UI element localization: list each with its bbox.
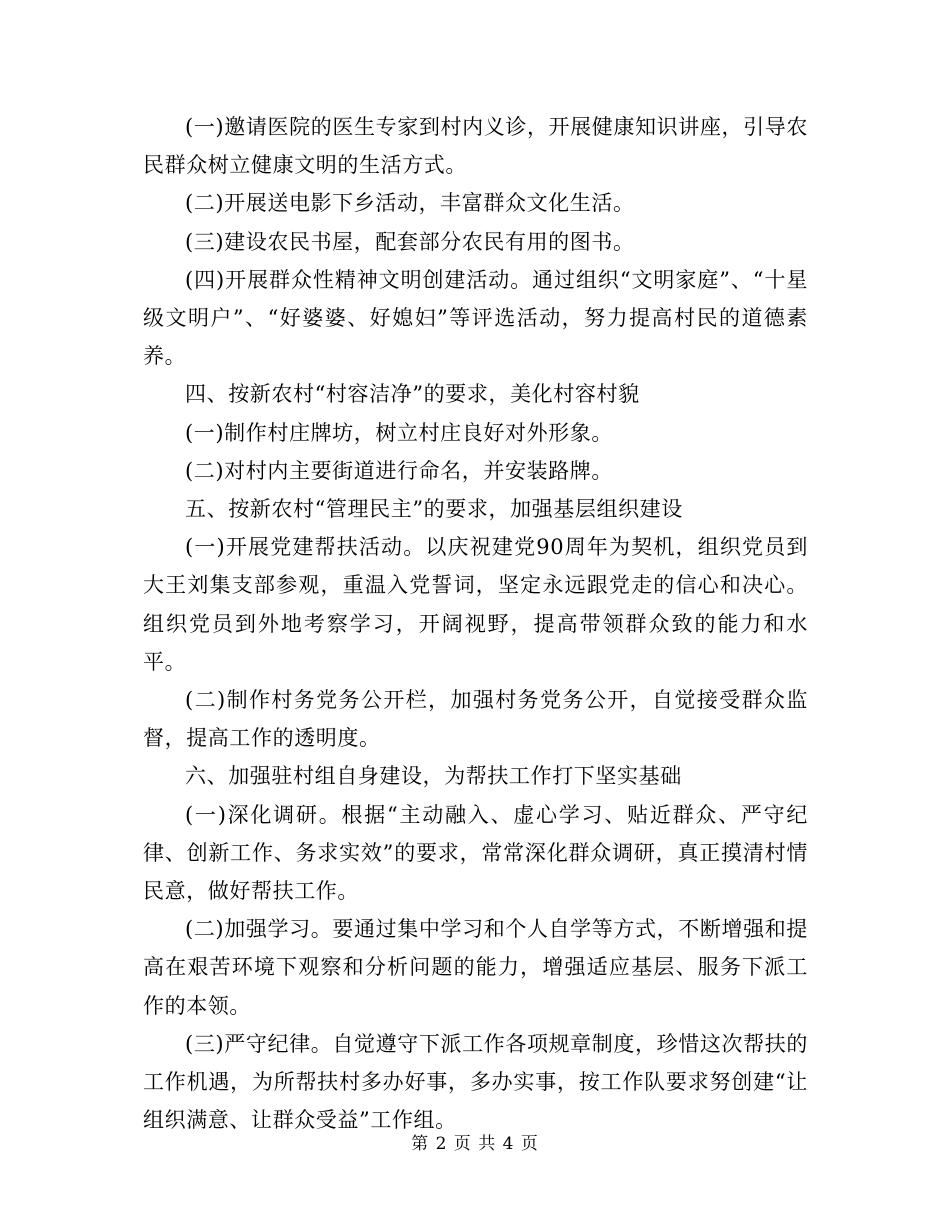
section-heading-5: 五、按新农村“管理民主”的要求，加强基层组织建设 — [185, 497, 683, 522]
paragraph-11: (三)严守纪律。自觉遵守下派工作各项规章制度，珍惜这次帮扶的工作机遇，为所帮扶村多办好事，多办实事，按工作队要求努创建“让组织满意、让群众受益”工作组。 — [143, 1031, 808, 1133]
paragraph-2: (二)开展送电影下乡活动，丰富群众文化生活。 — [185, 191, 635, 216]
paragraph-8: (二)制作村务党务公开栏，加强村务党务公开，自觉接受群众监督，提高工作的透明度。 — [143, 688, 808, 751]
paragraph-3: (三)建设农民书屋，配套部分农民有用的图书。 — [185, 229, 635, 254]
paragraph-6: (二)对村内主要街道进行命名，并安装路牌。 — [185, 458, 613, 483]
paragraph-9: (一)深化调研。根据“主动融入、虚心学习、贴近群众、严守纪律、创新工作、务求实效”的要求，常常深化群众调研，真正摸清村情民意，做好帮扶工作。 — [143, 802, 808, 904]
section-heading-4: 四、按新农村“村容洁净”的要求，美化村容村貌 — [185, 382, 640, 407]
section-heading-6: 六、加强驻村组自身建设，为帮扶工作打下坚实基础 — [185, 764, 682, 789]
paragraph-5: (一)制作村庄牌坊，树立村庄良好对外形象。 — [185, 420, 613, 445]
page-number-label: 第 2 页 共 4 页 — [411, 1134, 539, 1154]
paragraph-4: (四)开展群众性精神文明创建活动。通过组织“文明家庭”、“十星级文明户”、“好婆婆、好媳妇”等评选活动，努力提高村民的道德素养。 — [143, 267, 808, 369]
document-body — [143, 108, 808, 1139]
paragraph-10: (二)加强学习。要通过集中学习和个人自学等方式，不断增强和提高在艰苦环境下观察和分析问题的能力，增强适应基层、服务下派工作的本领。 — [143, 917, 808, 1018]
paragraph-1: (一)邀请医院的医生专家到村内义诊，开展健康知识讲座，引导农民群众树立健康文明的生活方式。 — [143, 115, 808, 178]
page-footer — [0, 1129, 950, 1154]
paragraph-7: (一)开展党建帮扶活动。以庆祝建党90周年为契机，组织党员到大王刘集支部参观，重温入党誓词，坚定永远跟党走的信心和决心。组织党员到外地考察学习，开阔视野，提高带领群众致的能力和水平。 — [143, 535, 808, 674]
